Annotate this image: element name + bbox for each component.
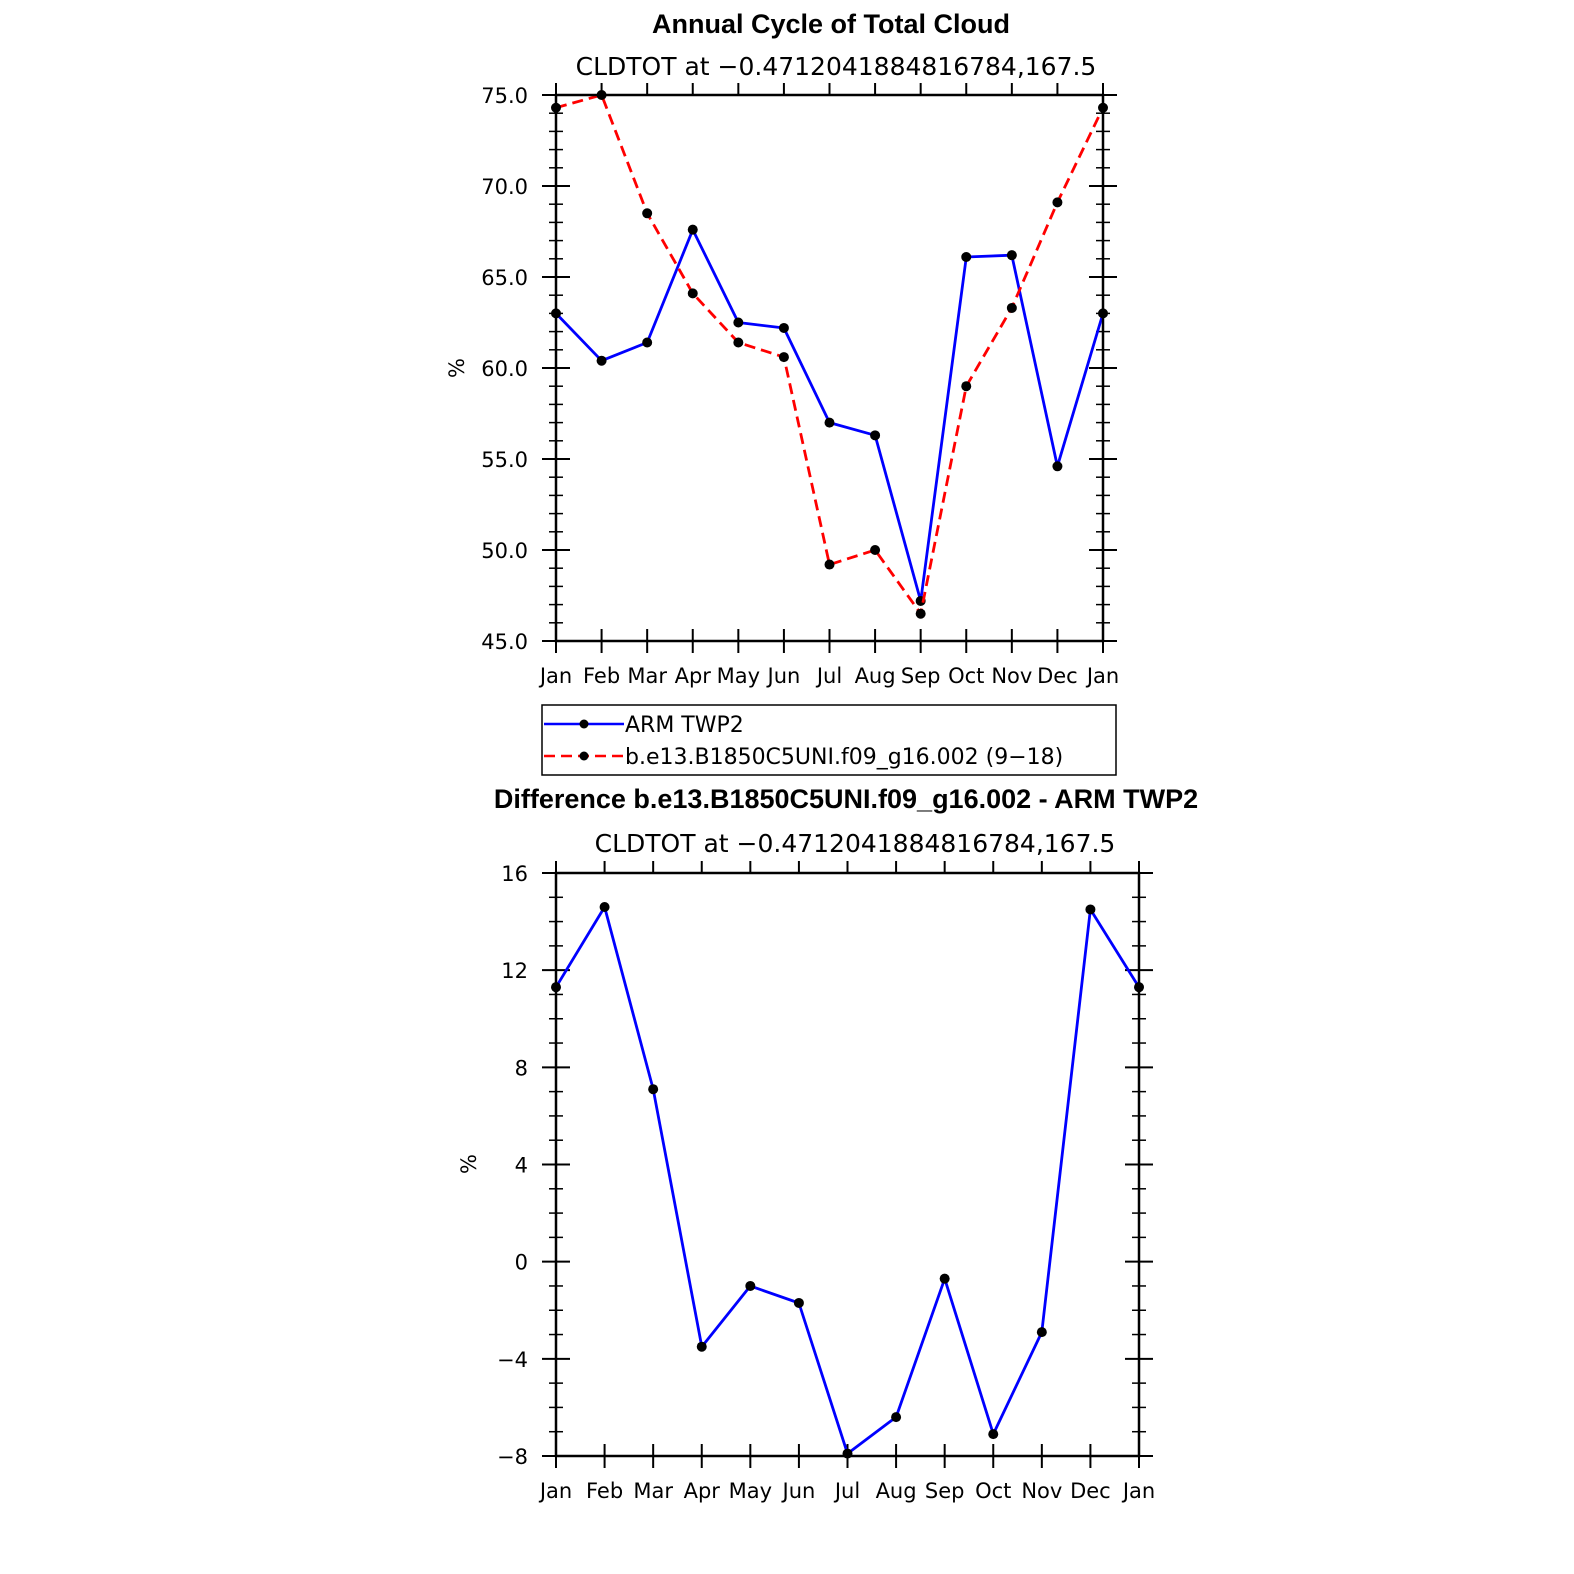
top-x-tick-label: Aug: [854, 664, 896, 688]
top-series-0-point: [779, 323, 789, 333]
legend-marker-obs: [580, 720, 589, 729]
bottom-x-tick-label: Dec: [1070, 1479, 1111, 1503]
bottom-y-axis-label: %: [457, 1154, 481, 1174]
top-y-tick-label: 50.0: [481, 539, 528, 563]
top-series-1-point: [825, 560, 835, 570]
legend-marker-model: [580, 752, 589, 761]
top-x-tick-label: Mar: [627, 664, 667, 688]
top-series-1-point: [916, 609, 926, 619]
bottom-y-tick-label: −4: [497, 1347, 528, 1372]
panel-annual-cycle: [445, 9, 1119, 688]
top-y-tick-label: 55.0: [481, 448, 528, 472]
bottom-plot-lines: [551, 902, 1144, 1459]
bottom-x-tick-label: Jan: [1122, 1479, 1156, 1503]
bottom-x-tick-label: Feb: [585, 1479, 624, 1503]
top-x-tick-label: Jan: [539, 664, 573, 688]
bottom-x-tick-label: Nov: [1021, 1479, 1063, 1503]
top-plot-lines: [551, 90, 1108, 619]
bottom-y-tick-label: 4: [514, 1153, 528, 1178]
bottom-x-tick-label: Oct: [975, 1479, 1012, 1503]
top-y-tick-label: 70.0: [481, 175, 528, 199]
top-x-tick-label: Oct: [948, 664, 985, 688]
top-y-tick-label: 65.0: [481, 266, 528, 290]
bottom-series-0-point: [988, 1429, 998, 1439]
top-x-tick-label: Feb: [582, 664, 621, 688]
top-series-1-point: [642, 208, 652, 218]
top-series-1-point: [1052, 197, 1062, 207]
bottom-series-0-point: [1037, 1327, 1047, 1337]
bottom-y-tick-label: 12: [501, 959, 528, 984]
bottom-series-0-point: [1085, 904, 1095, 914]
top-tick-labels: [481, 84, 1119, 688]
bottom-x-tick-label: Mar: [633, 1479, 673, 1503]
legend-label-model: b.e13.B1850C5UNI.f09_g16.002 (9−18): [625, 745, 1064, 770]
top-series-line-0: [556, 230, 1103, 601]
bottom-series-0-point: [745, 1281, 755, 1291]
bottom-y-tick-label: −8: [497, 1445, 528, 1469]
bottom-series-0-point: [697, 1342, 707, 1352]
top-series-0-point: [1007, 250, 1017, 260]
top-y-tick-label: 45.0: [481, 630, 528, 654]
top-x-tick-label: Jan: [1086, 664, 1120, 688]
top-series-1-point: [779, 352, 789, 362]
top-x-tick-label: Sep: [900, 664, 941, 688]
top-chart-subtitle: CLDTOT at −0.4712041884816784,167.5: [575, 52, 1097, 81]
bottom-x-tick-label: Jul: [834, 1479, 861, 1503]
top-x-tick-label: Apr: [674, 664, 711, 688]
bottom-y-tick-label: 16: [501, 862, 528, 886]
top-series-0-point: [733, 318, 743, 328]
top-x-tick-label: Dec: [1037, 664, 1078, 688]
bottom-y-tick-label: 8: [514, 1056, 528, 1081]
top-x-tick-label: May: [716, 664, 761, 688]
top-series-1-point: [961, 381, 971, 391]
top-chart-title: Annual Cycle of Total Cloud: [651, 9, 1011, 39]
bottom-y-tick-label: 0: [514, 1250, 528, 1275]
bottom-x-tick-label: May: [728, 1479, 773, 1503]
panel-difference: [457, 784, 1198, 1503]
top-series-0-point: [1052, 461, 1062, 471]
bottom-chart-subtitle: CLDTOT at −0.4712041884816784,167.5: [594, 829, 1116, 858]
top-x-tick-label: Nov: [991, 664, 1033, 688]
bottom-x-tick-label: Jun: [782, 1479, 816, 1503]
bottom-x-tick-label: Apr: [683, 1479, 720, 1503]
bottom-series-0-point: [891, 1412, 901, 1422]
bottom-x-tick-label: Jan: [539, 1479, 573, 1503]
bottom-series-0-point: [648, 1084, 658, 1094]
bottom-x-tick-label: Sep: [924, 1479, 965, 1503]
top-series-0-point: [870, 430, 880, 440]
top-x-tick-label: Jul: [816, 664, 843, 688]
top-series-1-point: [870, 545, 880, 555]
bottom-series-0-point: [940, 1274, 950, 1284]
top-series-1-point: [1007, 303, 1017, 313]
top-series-0-point: [825, 418, 835, 428]
top-x-tick-label: Jun: [767, 664, 801, 688]
top-series-1-point: [733, 338, 743, 348]
top-series-0-point: [961, 252, 971, 262]
top-y-tick-label: 60.0: [481, 357, 528, 381]
legend: [542, 705, 1116, 775]
top-y-tick-label: 75.0: [481, 84, 528, 108]
top-series-0-point: [688, 225, 698, 235]
bottom-series-line-0: [556, 907, 1139, 1454]
bottom-tick-labels: [497, 862, 1155, 1503]
top-series-0-point: [597, 356, 607, 366]
bottom-series-0-point: [794, 1298, 804, 1308]
bottom-series-0-point: [600, 902, 610, 912]
top-series-line-1: [556, 95, 1103, 614]
top-series-0-point: [642, 338, 652, 348]
legend-label-obs: ARM TWP2: [625, 713, 744, 738]
bottom-chart-title: Difference b.e13.B1850C5UNI.f09_g16.002 - ARM TWP2: [493, 784, 1199, 814]
top-series-1-point: [688, 288, 698, 298]
top-y-axis-label: %: [445, 358, 469, 378]
bottom-x-tick-label: Aug: [875, 1479, 917, 1503]
bottom-plot-frame: [556, 873, 1139, 1456]
